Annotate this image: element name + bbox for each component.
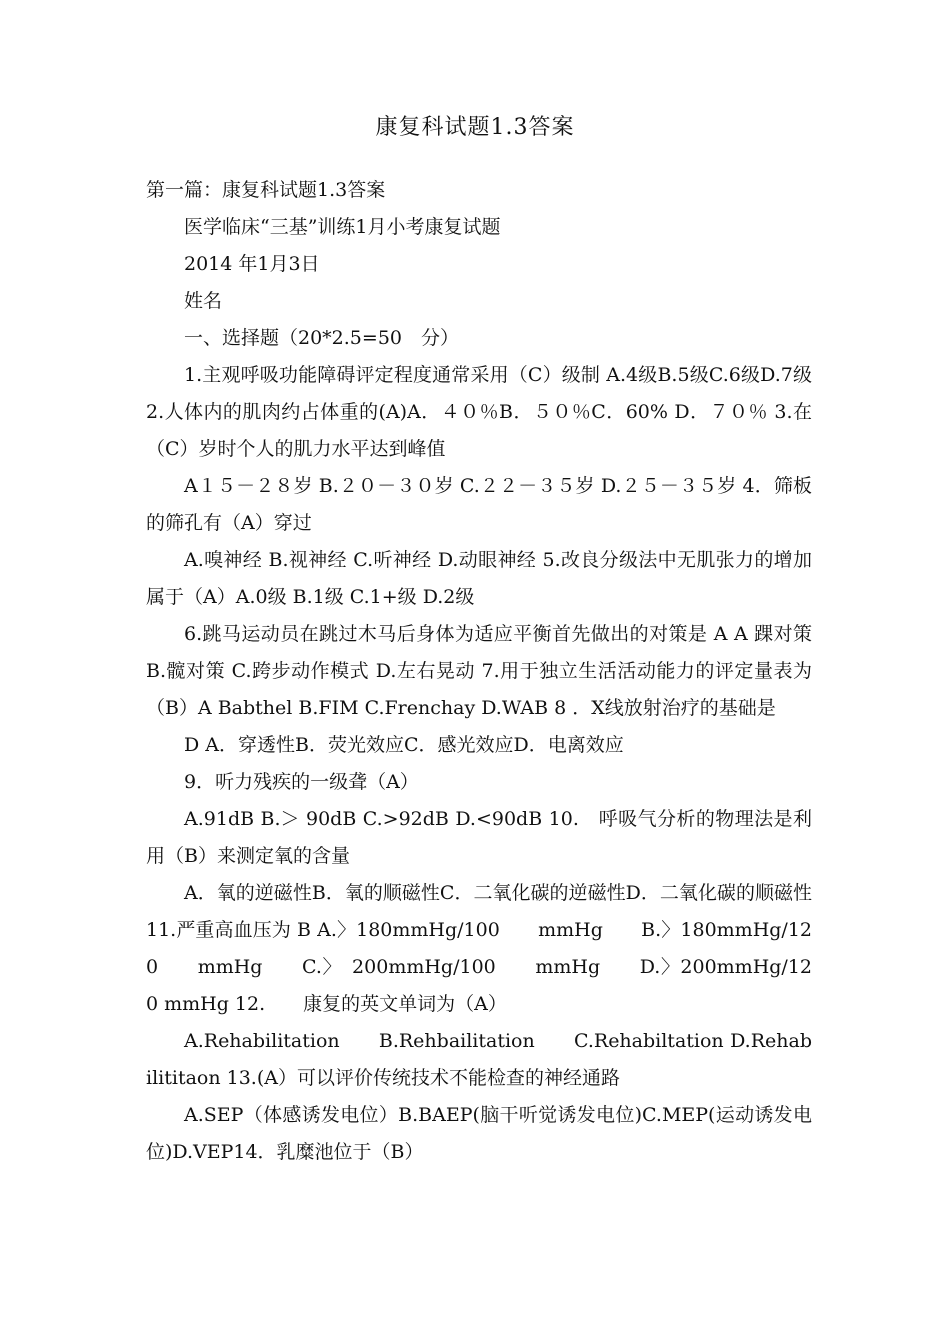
question-paragraph: 6.跳马运动员在跳过木马后身体为适应平衡首先做出的对策是 A A 踝对策 B.髋对策 C.跨步动作模式 D.左右晃动 7.用于独立生活活动能力的评定量表为（B）A Babthel B.FIM C.Frenchay D.WAB 8 ．X线放射治疗的基础是: [146, 623, 812, 719]
name-label: 姓名: [184, 290, 223, 312]
exam-subtitle: 医学临床“三基”训练1月小考康复试题: [184, 216, 501, 238]
document-body: [146, 172, 812, 1171]
question-paragraph: A.Rehabilitation B.Rehbailitation C.Rehabiltation D.Rehabilititaon 13.(A）可以评价传统技术不能检查的神经通路: [146, 1030, 812, 1089]
question-paragraph: 1.主观呼吸功能障碍评定程度通常采用（C）级制 A.4级B.5级C.6级D.7级 2.人体内的肌肉约占体重的(A)A．４０％B．５０％C．60% D．７０％ 3.在（C）岁时个人的肌力水平达到峰值: [146, 364, 812, 460]
question-paragraph: D A．穿透性B．荧光效应C．感光效应D．电离效应: [184, 734, 624, 756]
question-paragraph: A．氧的逆磁性B．氧的顺磁性C．二氧化碳的逆磁性D．二氧化碳的顺磁性 11.严重高血压为 B A.〉180mmHg/100 mmHg B.〉180mmHg/120 mmHg C.〉 200mmHg/100 mmHg D.〉200mmHg/120 mmHg 12. 康复的英文单词为（A）: [146, 882, 812, 1015]
question-paragraph: A１５－２８岁 B.２０－３０岁 C.２２－３５岁 D.２５－３５岁 4．筛板的筛孔有（A）穿过: [146, 475, 812, 534]
question-paragraph: A.嗅神经 B.视神经 C.听神经 D.动眼神经 5.改良分级法中无肌张力的增加属于（A）A.0级 B.1级 C.1+级 D.2级: [146, 549, 812, 608]
question-paragraph: A.SEP（体感诱发电位）B.BAEP(脑干听觉诱发电位)C.MEP(运动诱发电位)D.VEP14．乳糜池位于（B）: [146, 1104, 812, 1163]
document-title: 康复科试题1.3答案: [375, 115, 575, 140]
question-paragraph: A.91dB B.＞ 90dB C.>92dB D.<90dB 10. 呼吸气分析的物理法是利用（B）来测定氧的含量: [146, 808, 812, 867]
question-section-heading: 一、选择题（20*2.5=50 分）: [184, 327, 459, 349]
question-paragraph: 9．听力残疾的一级聋（A）: [184, 771, 419, 793]
exam-date: 2014 年1月3日: [184, 253, 320, 275]
section-heading: 第一篇：康复科试题1.3答案: [146, 179, 386, 201]
